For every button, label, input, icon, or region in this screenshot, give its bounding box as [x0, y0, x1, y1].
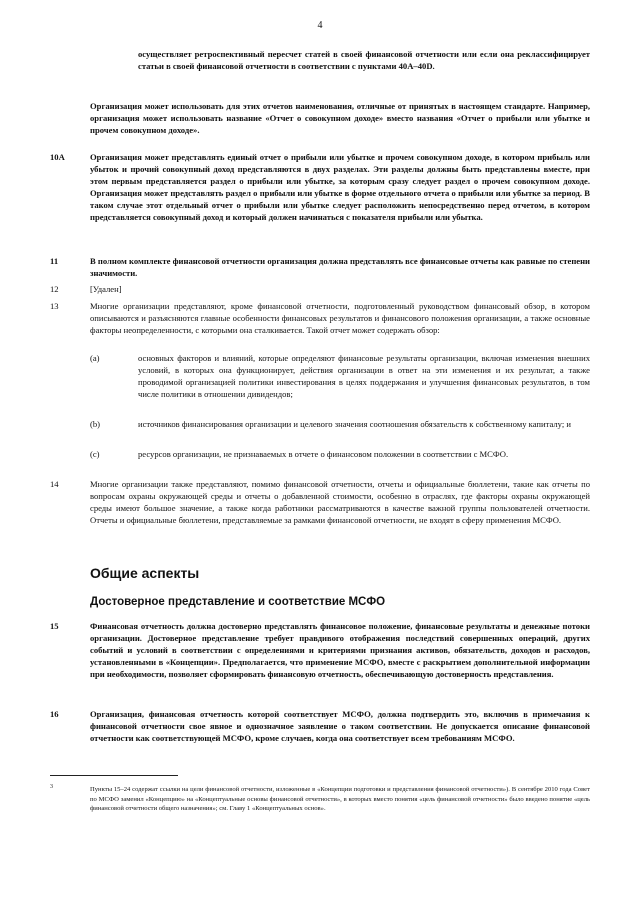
- list-label: (c): [90, 449, 100, 459]
- paragraph-number: 16: [50, 709, 59, 719]
- list-item-a: [90, 352, 590, 400]
- section-heading: Общие аспекты: [90, 565, 200, 581]
- footnote: [50, 785, 590, 814]
- list-text: источников финансирования организации и целевого значения соотношения обязательств к собственному капиталу; и: [138, 419, 571, 429]
- paragraph-number: 15: [50, 621, 59, 631]
- list-text: основных факторов и влияний, которые определяют финансовые результаты организации, включая изменения внешних условий, в которых она функционирует, действия организации в ответ на эти изменения и их результат, а также проводимой организацией политики инвестирования в целях поддержания и улучшения финансовых результатов, в том числе политики в отношении дивидендов;: [138, 353, 590, 399]
- paragraph-text: Организация, финансовая отчетность которой соответствует МСФО, должна подтвердить это, включив в примечания к финансовой отчетности свое явное и однозначное заявление о таком соответствии. Не допускается описание финансовой отчетности как соответствующей МСФО, кроме случаев, когда она соответствует всем требованиям МСФО.: [90, 709, 590, 743]
- paragraph-12: [50, 283, 590, 295]
- paragraph-16: [50, 708, 590, 744]
- paragraph-titles: [50, 100, 590, 136]
- list-item-b: [90, 418, 590, 430]
- list-label: (b): [90, 419, 101, 429]
- paragraph-text: В полном комплекте финансовой отчетности организация должна представлять все финансовые отчеты как равные по степени значимости.: [90, 256, 590, 278]
- paragraph-text: Финансовая отчетность должна достоверно представлять финансовое положение, финансовые результаты и денежные потоки организации. Достоверное представление требует правдивого отображения последствий совершенных операций, других событий и условий в соответствии с определениями и критериями признания активов, обязательств, доходов и расходов, установленными в «Концепции». Предполагается, что применение МСФО, вместе с раскрытием дополнительной информации при необходимости, позволяет сформировать финансовую отчетность, обеспечивающую достоверность представления.: [90, 621, 590, 679]
- paragraph-11: [50, 255, 590, 279]
- paragraph-text: [Удален]: [90, 284, 122, 294]
- paragraph-number: 11: [50, 256, 59, 266]
- list-text: ресурсов организации, не признаваемых в отчете о финансовом положении в соответствии с МСФО.: [138, 449, 509, 459]
- paragraph-text: Организация может использовать для этих отчетов наименования, отличные от принятых в настоящем стандарте. Например, организация может использовать название «Отчет о совокупном доходе» вместо названия «Отчет о прибыли или убытке и прочем совокупном доходе».: [90, 101, 590, 135]
- list-item-c: [90, 448, 590, 460]
- paragraph-10a: [50, 151, 590, 223]
- subsection-heading: Достоверное представление и соответствие МСФО: [90, 596, 386, 608]
- paragraph-15: [50, 620, 590, 680]
- footnote-number: 3: [50, 784, 53, 790]
- list-label: (a): [90, 353, 100, 363]
- footnote-text: Пункты 15–24 содержат ссылки на цели финансовой отчетности, изложенные в «Концепции подготовки и представления финансовой отчетности»). В сентябре 2010 года Совет по МСФО заменил «Концепцию» на «Концептуальные основы финансовой отчетности», в которых вместо понятия «цель финансовой отчетности» было введено понятие «цель финансовой отчетности общего назначения»; см. Главу 1 «Концептуальных основ».: [90, 786, 590, 812]
- page-number: 4: [317, 20, 323, 31]
- paragraph-number: 12: [50, 284, 59, 294]
- paragraph-14: [50, 478, 590, 526]
- paragraph-number: 10A: [50, 152, 65, 162]
- paragraph-13: [50, 300, 590, 336]
- paragraph-number: 14: [50, 479, 59, 489]
- paragraph-text: Многие организации также представляют, помимо финансовой отчетности, отчеты и официальные бюллетени, такие как отчеты по вопросам охраны окружающей среды и отчеты о добавленной стоимости, особенно в отраслях, где факторы охраны окружающей среды имеют большое значение, а также когда работники рассматриваются в качестве важной группы пользователей отчетности. Отчеты и официальные бюллетени, представляемые за рамками финансовой отчетности, не входят в сферу применения МСФО.: [90, 479, 590, 525]
- continued-list-item: осуществляет ретроспективный пересчет статей в своей финансовой отчетности или если она реклассифицирует статьи в своей финансовой отчетности в соответствии с пунктами 40А–40D.: [138, 49, 590, 71]
- paragraph-text: Организация может представлять единый отчет о прибыли или убытке и прочем совокупном доходе, в котором прибыль или убыток и прочий совокупный доход представляются в двух разделах. Эти разделы должны быть представлены вместе, при этом первым представляется раздел о прибыли или убытке, за которым сразу следует раздел о прочем совокупном доходе. Организация может представлять раздел о прибыли или убытке в форме отдельного отчета о прибыли или убытке за период. В таком случае этот отдельный отчет о прибыли или убытке следует расположить непосредственно перед отчетом, в котором представляется совокупный доход и который должен начинаться с показателя прибыли или убытка.: [90, 152, 590, 222]
- paragraph-number: 13: [50, 301, 59, 311]
- footnote-divider: [50, 775, 178, 776]
- paragraph-text: Многие организации представляют, кроме финансовой отчетности, подготовленный руководством финансовый обзор, в котором описываются и разъясняются главные особенности финансовых результатов и финансового положения организации, а также основные факторы неопределенности, с которыми она сталкивается. Такой отчет может содержать обзор:: [90, 301, 590, 335]
